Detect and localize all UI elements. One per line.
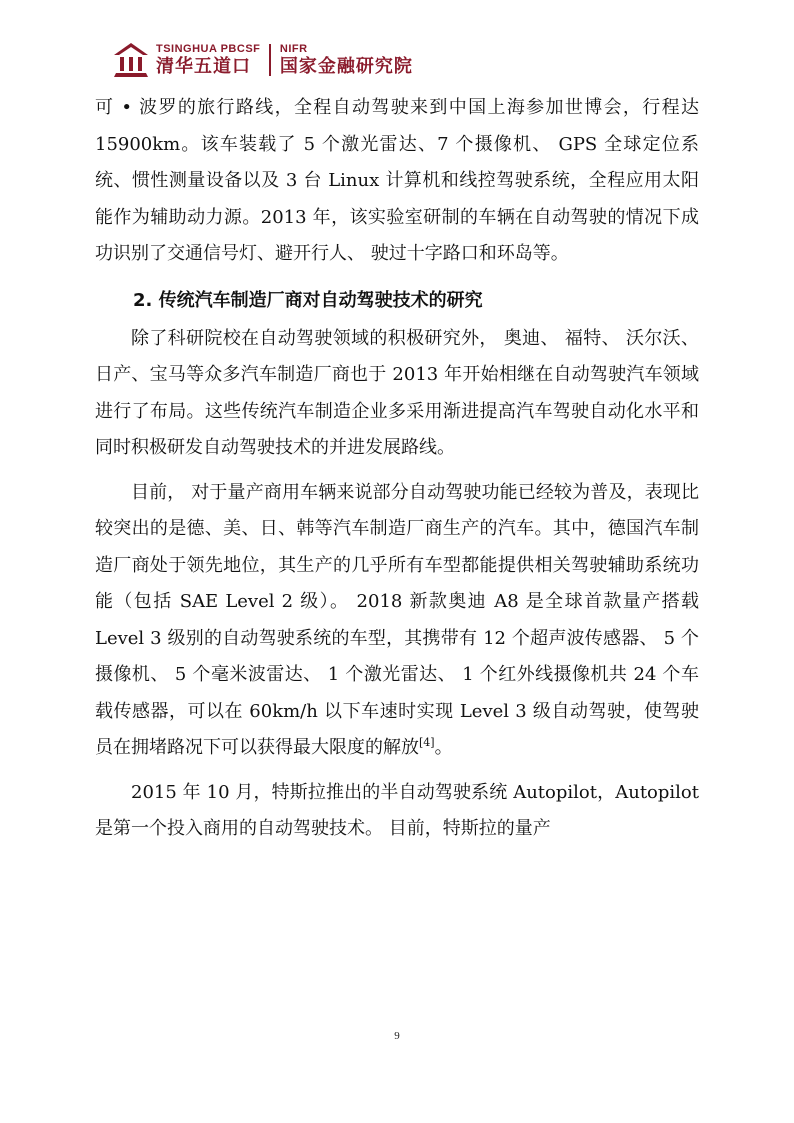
document-body [95, 90, 699, 848]
paragraph-3 [95, 475, 699, 767]
brand-tsinghua [156, 42, 260, 78]
citation-ref: [4] [419, 736, 435, 749]
nifr-cn-text: 国家金融研究院 [279, 56, 413, 77]
header-divider [269, 44, 271, 76]
brand-en-text: TSINGHUA PBCSF [156, 43, 261, 55]
nifr-en-text: NIFR [279, 43, 308, 55]
paragraph-2: 除了科研院校在自动驾驶领域的积极研究外， 奥迪、 福特、 沃尔沃、 日产、宝马等众多汽车制造厂商也于 2013 年开始相继在自动驾驶汽车领域进行了布局。这些传统汽车制造企业多采用渐进提高汽车驾驶自动化水平和同时积极研发自动驾驶技术的并进发展路线。 [95, 327, 699, 458]
page-header [112, 38, 413, 82]
paragraph-1: 可 • 波罗的旅行路线，全程自动驾驶来到中国上海参加世博会，行程达 15900km。该车装载了 5 个激光雷达、7 个摄像机、 GPS 全球定位系统、惯性测量设备以及 3 台 Linux 计算机和线控驾驶系统，全程应用太阳能作为辅助动力源。2013 年，该实验室研制的车辆在自动驾驶的情况下成功识别了交通信号灯、避开行人、 驶过十字路口和环岛等。 [95, 97, 699, 264]
paragraph-3-end: 。 [434, 737, 453, 758]
brand-nifr [280, 42, 413, 78]
page-number: 9 [394, 1030, 400, 1042]
paragraph-3-text: 目前， 对于量产商用车辆来说部分自动驾驶功能已经较为普及，表现比较突出的是德、美、日、韩等汽车制造厂商生产的汽车。其中，德国汽车制造厂商处于领先地位，其生产的几乎所有车型都能提供相关驾驶辅助系统功能（包括 SAE Level 2 级）。 2018 新款奥迪 A8 是全球首款量产搭载 Level 3 级别的自动驾驶系统的车型，其携带有 12 个超声波传感器、 5 个摄像机、 5 个毫米波雷达、 1 个激光雷达、 1 个红外线摄像机共 24 个车载传感器，可以在 60km/h 以下车速时实现 Level 3 级自动驾驶，使驾驶员在拥堵路况下可以获得最大限度的解放 [95, 481, 699, 758]
tsinghua-logo-icon [112, 41, 150, 79]
brand-cn-text: 清华五道口 [156, 56, 251, 77]
section-heading: 2. 传统汽车制造厂商对自动驾驶技术的研究 [133, 289, 483, 311]
paragraph-4: 2015 年 10 月，特斯拉推出的半自动驾驶系统 Autopilot，Autopilot 是第一个投入商用的自动驾驶技术。 目前，特斯拉的量产 [95, 781, 699, 839]
